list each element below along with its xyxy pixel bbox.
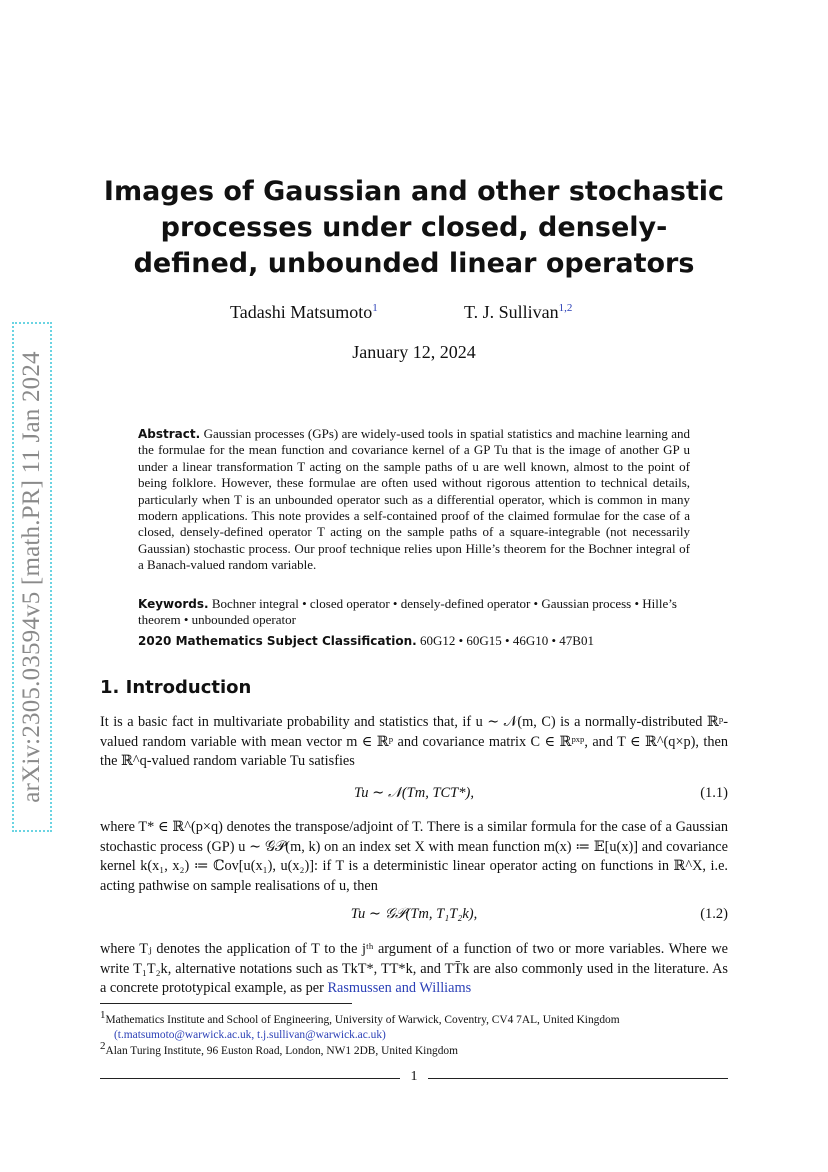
equation-1-1 <box>100 785 728 805</box>
section-number: 1. <box>100 677 120 698</box>
equation-1-2-body: Tu ∼ 𝒢𝒫(Tm, T₁T₂k), <box>350 906 478 922</box>
keywords <box>138 596 698 629</box>
msc-label: 2020 Mathematics Subject Classification. <box>138 634 417 648</box>
author-2-affil-link[interactable]: 1,2 <box>558 302 573 314</box>
citation-link-rasmussen-williams[interactable]: Rasmussen and Williams <box>327 980 472 996</box>
footnote-1 <box>100 1008 728 1043</box>
arxiv-identifier: arXiv:2305.03594v5 [math.PR] 11 Jan 2024 <box>18 351 45 803</box>
section-heading <box>100 677 251 698</box>
author-1-name: Tadashi Matsumoto <box>230 302 373 322</box>
footnote-1-text: Mathematics Institute and School of Engineering, University of Warwick, Coventry, CV4 7AL, United Kingdom <box>105 1013 620 1026</box>
intro-paragraph-3 <box>100 940 728 999</box>
msc-codes: 60G12 • 60G15 • 46G10 • 47B01 <box>419 633 594 648</box>
abstract <box>138 426 690 574</box>
equation-1-1-body: Tu ∼ 𝒩(Tm, TCT*), <box>354 785 474 801</box>
page-number: 1 <box>410 1069 418 1084</box>
abstract-text: Gaussian processes (GPs) are widely-used tools in spatial statistics and machine learning and the formulae for the mean function and covariance kernel of a GP Tu that is the image of another GP u under a linear transformation T acting on the sample paths of u are well known, almost to the point of being folklore. However, these formulae are often used without rigorous attention to technical details, particularly when T is an unbounded operator such as a differential operator, which is common in many modern applications. This note provides a self-contained proof of the claimed formulae for the case of a closed, densely-defined operator T acting on the sample paths of a square-integrable (not necessarily Gaussian) stochastic process. Our proof technique relies upon Hille’s theorem for the Bochner integral of a Banach-valued random variable. <box>138 426 691 573</box>
author-2 <box>464 302 572 323</box>
author-list <box>100 302 728 326</box>
paper-date: January 12, 2024 <box>352 342 476 362</box>
section-title: Introduction <box>125 677 252 698</box>
intro-paragraph-3-text: where Tⱼ denotes the application of T to the jᵗʰ argument of a function of two or more variables. Where we write T₁T₂k, alternative notations such as TkT*, TT*k, and TT̄k are also commonly used in the literature. As a concrete prototypical example, as per <box>100 941 728 996</box>
arxiv-sidebar <box>12 322 52 832</box>
equation-1-2 <box>100 906 728 926</box>
footer-rule-right <box>428 1078 728 1079</box>
abstract-label: Abstract. <box>138 427 201 441</box>
equation-1-2-number: (1.2) <box>700 906 728 922</box>
intro-paragraph-2: where T* ∈ ℝ^(p×q) denotes the transpose/adjoint of T. There is a similar formula for the case of a Gaussian stochastic process (GP) u ∼ 𝒢𝒫(m, k) on an index set X with mean function m(x) ≔ 𝔼[u(x)] and covariance kernel k(x₁, x₂) ≔ ℂov[u(x₁), u(x₂)]: if T is a deterministic linear operator acting on functions in ℝ^X, i.e. acting pathwise on sample realisations of u, then <box>100 819 728 894</box>
msc-classification <box>138 633 698 649</box>
equation-1-1-number: (1.1) <box>700 785 728 801</box>
intro-paragraph-1: It is a basic fact in multivariate probability and statistics that, if u ∼ 𝒩(m, C) is a normally-distributed ℝᵖ-valued random variable with mean vector m ∈ ℝᵖ and covariance matrix C ∈ ℝᵖˣᵖ, and T ∈ ℝ^(q×p), then the ℝ^q-valued random variable Tu satisfies <box>100 714 728 769</box>
footnote-divider <box>100 1003 352 1004</box>
keywords-text: Bochner integral • closed operator • densely-defined operator • Gaussian process • Hille’s theorem • unbounded operator <box>138 596 677 628</box>
author-1-affil-link[interactable]: 1 <box>372 302 378 314</box>
footer-rule-left <box>100 1078 400 1079</box>
footnote-1-mark: 1 <box>100 1009 106 1021</box>
author-1 <box>230 302 378 323</box>
footnote-2 <box>100 1039 728 1059</box>
keywords-label: Keywords. <box>138 597 209 611</box>
footnote-2-text: Alan Turing Institute, 96 Euston Road, London, NW1 2DB, United Kingdom <box>105 1044 458 1057</box>
footnote-2-mark: 2 <box>100 1040 106 1052</box>
paper-title: Images of Gaussian and other stochastic processes under closed, densely-defined, unbounded linear operators <box>103 176 725 279</box>
footnote-1-emails[interactable]: (t.matsumoto@warwick.ac.uk, t.j.sullivan@warwick.ac.uk) <box>114 1028 386 1041</box>
author-2-name: T. J. Sullivan <box>464 302 559 322</box>
